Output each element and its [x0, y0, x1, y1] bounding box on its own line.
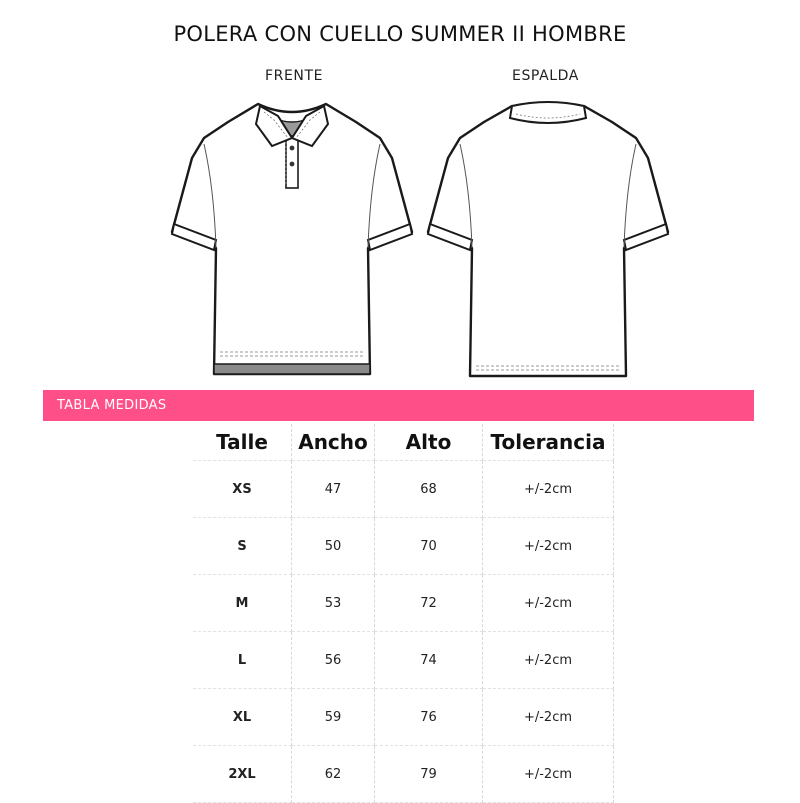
size-cell: L — [193, 632, 292, 689]
header-tolerance: Tolerancia — [483, 424, 614, 461]
table-header-row — [193, 424, 614, 461]
size-cell: 2XL — [193, 746, 292, 803]
width-cell: 53 — [292, 575, 375, 632]
tolerance-cell: +/-2cm — [483, 575, 614, 632]
table-row — [193, 746, 614, 803]
tolerance-cell: +/-2cm — [483, 461, 614, 518]
size-cell: S — [193, 518, 292, 575]
header-size: Talle — [193, 424, 292, 461]
height-cell: 70 — [375, 518, 483, 575]
tolerance-cell: +/-2cm — [483, 632, 614, 689]
tolerance-cell: +/-2cm — [483, 746, 614, 803]
header-width: Ancho — [292, 424, 375, 461]
width-cell: 56 — [292, 632, 375, 689]
height-cell: 72 — [375, 575, 483, 632]
size-table-banner-label: TABLA MEDIDAS — [57, 398, 167, 413]
height-cell: 68 — [375, 461, 483, 518]
width-cell: 47 — [292, 461, 375, 518]
table-row — [193, 461, 614, 518]
size-cell: XL — [193, 689, 292, 746]
page-title: POLERA CON CUELLO SUMMER II HOMBRE — [173, 22, 627, 46]
polo-front-illustration — [168, 98, 418, 383]
header-height: Alto — [375, 424, 483, 461]
table-row — [193, 518, 614, 575]
size-table — [193, 424, 614, 803]
tolerance-cell: +/-2cm — [483, 689, 614, 746]
table-row — [193, 632, 614, 689]
front-view-label: FRENTE — [265, 68, 324, 84]
width-cell: 50 — [292, 518, 375, 575]
width-cell: 59 — [292, 689, 375, 746]
table-row — [193, 575, 614, 632]
size-cell: XS — [193, 461, 292, 518]
height-cell: 76 — [375, 689, 483, 746]
height-cell: 74 — [375, 632, 483, 689]
size-table-banner — [43, 390, 754, 421]
size-cell: M — [193, 575, 292, 632]
polo-back-illustration — [424, 98, 674, 383]
back-view-label: ESPALDA — [512, 68, 579, 84]
width-cell: 62 — [292, 746, 375, 803]
tolerance-cell: +/-2cm — [483, 518, 614, 575]
height-cell: 79 — [375, 746, 483, 803]
table-row — [193, 689, 614, 746]
